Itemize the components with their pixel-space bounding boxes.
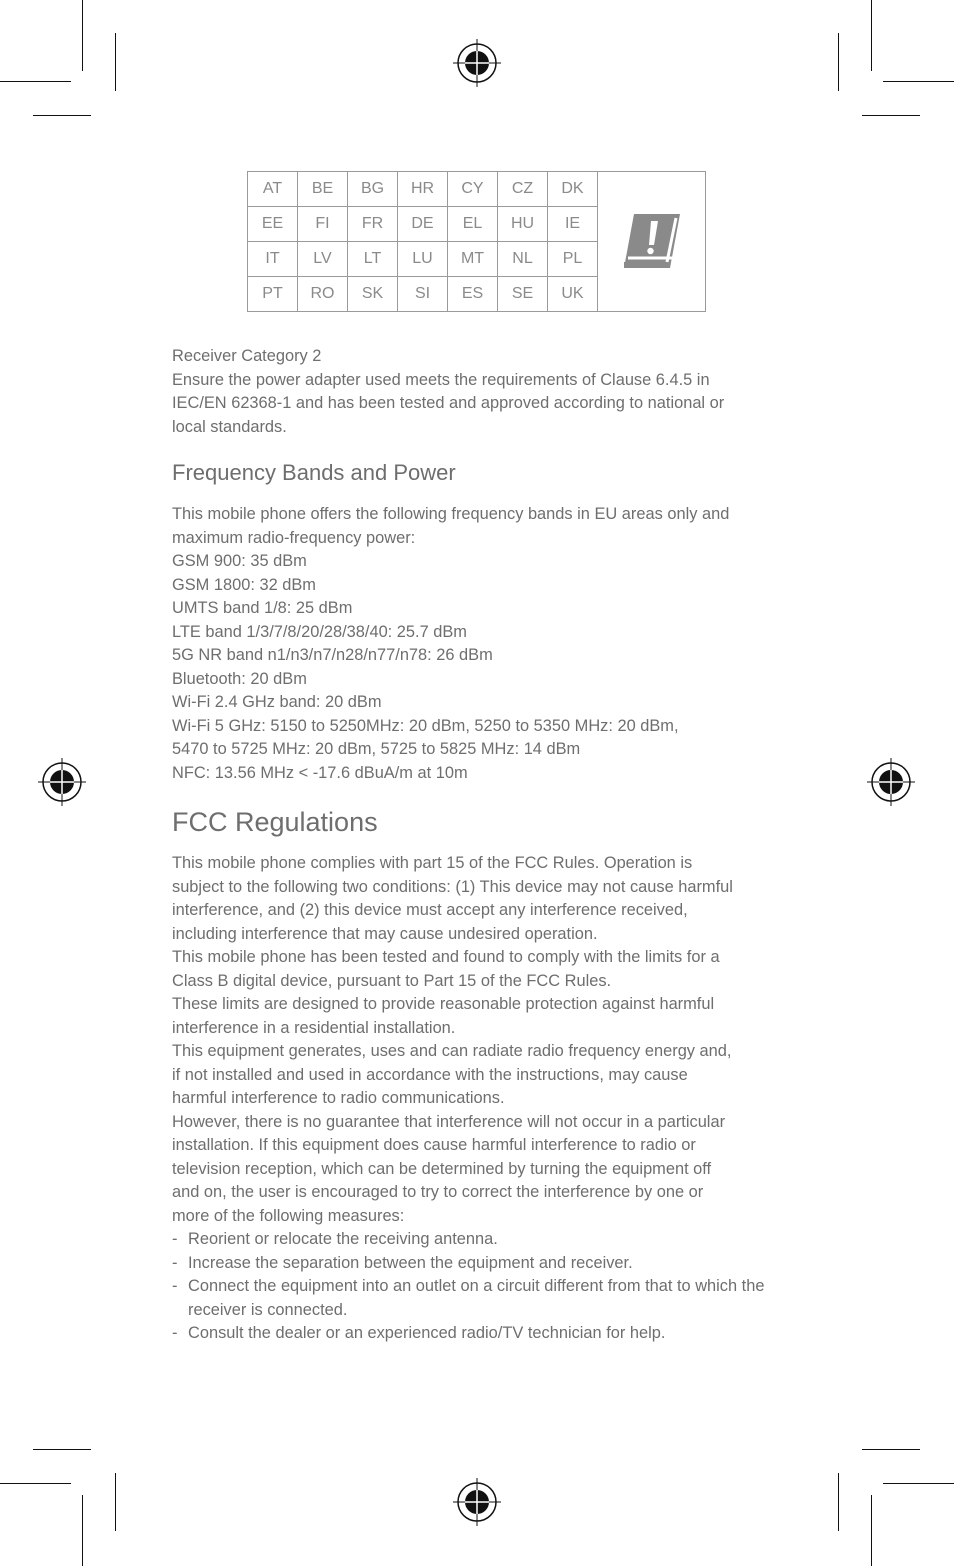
country-code: MT — [448, 242, 498, 277]
text-line: maximum radio-frequency power: — [172, 528, 416, 547]
country-code: SI — [398, 277, 448, 312]
crop-mark — [871, 0, 872, 71]
manual-warning-icon — [620, 212, 684, 272]
crop-mark — [0, 1483, 71, 1484]
country-code: IT — [248, 242, 298, 277]
country-code: ES — [448, 277, 498, 312]
crop-mark — [838, 33, 839, 91]
text-line: This equipment generates, uses and can radiate radio frequency energy and, — [172, 1042, 732, 1060]
country-code: LV — [298, 242, 348, 277]
table-row — [248, 172, 706, 207]
text-line: IEC/EN 62368-1 and has been tested and approved according to national or — [172, 394, 725, 412]
country-code: EE — [248, 207, 298, 242]
registration-mark-icon — [453, 1478, 501, 1526]
country-code: SK — [348, 277, 398, 312]
country-code: CY — [448, 172, 498, 207]
text-line: This mobile phone has been tested and found to comply with the limits for a — [172, 948, 720, 966]
crop-mark — [871, 1495, 872, 1566]
text-line: and on, the user is encouraged to try to correct the interference by one or — [172, 1183, 704, 1201]
text-line: Wi-Fi 2.4 GHz band: 20 dBm — [172, 693, 382, 711]
fcc-section — [172, 852, 784, 1346]
country-code: AT — [248, 172, 298, 207]
country-code: HR — [398, 172, 448, 207]
crop-mark — [33, 1449, 91, 1450]
text-line: interference in a residential installation. — [172, 1018, 456, 1037]
list-item: - Consult the dealer or an experienced radio/TV technician for help. — [172, 1322, 784, 1346]
country-code: PL — [548, 242, 598, 277]
text-line: Bluetooth: 20 dBm — [172, 669, 307, 688]
crop-mark — [0, 81, 71, 82]
country-code: DK — [548, 172, 598, 207]
crop-mark — [82, 1495, 83, 1566]
country-code: UK — [548, 277, 598, 312]
country-code: LU — [398, 242, 448, 277]
country-code: FR — [348, 207, 398, 242]
list-item: - Increase the separation between the equipment and receiver. — [172, 1252, 784, 1276]
crop-mark — [33, 115, 91, 116]
country-code: EL — [448, 207, 498, 242]
text-line: UMTS band 1/8: 25 dBm — [172, 599, 353, 617]
country-code: CZ — [498, 172, 548, 207]
list-item: - Reorient or relocate the receiving antenna. — [172, 1228, 784, 1252]
text-line: local standards. — [172, 417, 287, 436]
text-line: more of the following measures: — [172, 1206, 405, 1225]
list-item: - Connect the equipment into an outlet on a circuit different from that to which the receiver is connected. — [172, 1275, 768, 1322]
registration-mark-icon — [453, 39, 501, 87]
registration-mark-icon — [867, 758, 915, 806]
document-body — [172, 345, 784, 1346]
crop-mark — [82, 0, 83, 71]
text-line: Receiver Category 2 — [172, 347, 322, 365]
text-line: harmful interference to radio communications. — [172, 1089, 505, 1107]
crop-mark — [115, 33, 116, 91]
country-code: IE — [548, 207, 598, 242]
text-line: However, there is no guarantee that interference will not occur in a particular — [172, 1112, 726, 1131]
text-line: Class B digital device, pursuant to Part 15 of the FCC Rules. — [172, 971, 612, 990]
warning-cell — [598, 172, 706, 312]
text-line: Ensure the power adapter used meets the requirements of Clause 6.4.5 in — [172, 370, 710, 389]
crop-mark — [883, 1483, 954, 1484]
text-line: GSM 900: 35 dBm — [172, 552, 307, 570]
text-line: This mobile phone complies with part 15 of the FCC Rules. Operation is — [172, 854, 693, 872]
country-code: NL — [498, 242, 548, 277]
country-code: LT — [348, 242, 398, 277]
text-line: installation. If this equipment does cause harmful interference to radio or — [172, 1136, 696, 1154]
text-line: These limits are designed to provide reasonable protection against harmful — [172, 995, 715, 1013]
crop-mark — [862, 115, 920, 116]
text-line: LTE band 1/3/7/8/20/28/38/40: 25.7 dBm — [172, 622, 467, 641]
crop-mark — [115, 1473, 116, 1531]
country-code: FI — [298, 207, 348, 242]
text-line: subject to the following two conditions: (1) This device may not cause harmful — [172, 877, 733, 896]
text-line: 5G NR band n1/n3/n7/n28/n77/n78: 26 dBm — [172, 646, 493, 664]
country-code: DE — [398, 207, 448, 242]
page-title: FCC Regulations — [172, 807, 378, 837]
text-line: GSM 1800: 32 dBm — [172, 575, 316, 594]
text-line: if not installed and used in accordance with the instructions, may cause — [172, 1065, 688, 1084]
country-code: SE — [498, 277, 548, 312]
text-line: television reception, which can be determined by turning the equipment off — [172, 1159, 712, 1178]
receiver-section — [172, 345, 784, 439]
country-code: BE — [298, 172, 348, 207]
section-heading: Frequency Bands and Power — [172, 460, 456, 485]
measures-list — [172, 1228, 784, 1346]
country-code: BG — [348, 172, 398, 207]
text-line: including interference that may cause undesired operation. — [172, 924, 598, 943]
text-line: 5470 to 5725 MHz: 20 dBm, 5725 to 5825 MHz: 14 dBm — [172, 740, 581, 758]
country-code: HU — [498, 207, 548, 242]
text-line: interference, and (2) this device must accept any interference received, — [172, 901, 688, 919]
crop-mark — [862, 1449, 920, 1450]
country-code: PT — [248, 277, 298, 312]
registration-mark-icon — [38, 758, 86, 806]
crop-mark — [883, 81, 954, 82]
text-line: Wi-Fi 5 GHz: 5150 to 5250MHz: 20 dBm, 5250 to 5350 MHz: 20 dBm, — [172, 716, 679, 735]
text-line: NFC: 13.56 MHz < -17.6 dBuA/m at 10m — [172, 763, 468, 782]
country-code: RO — [298, 277, 348, 312]
frequency-section — [172, 503, 784, 785]
text-line: This mobile phone offers the following frequency bands in EU areas only and — [172, 505, 730, 523]
crop-mark — [838, 1473, 839, 1531]
country-restriction-table — [247, 171, 706, 312]
